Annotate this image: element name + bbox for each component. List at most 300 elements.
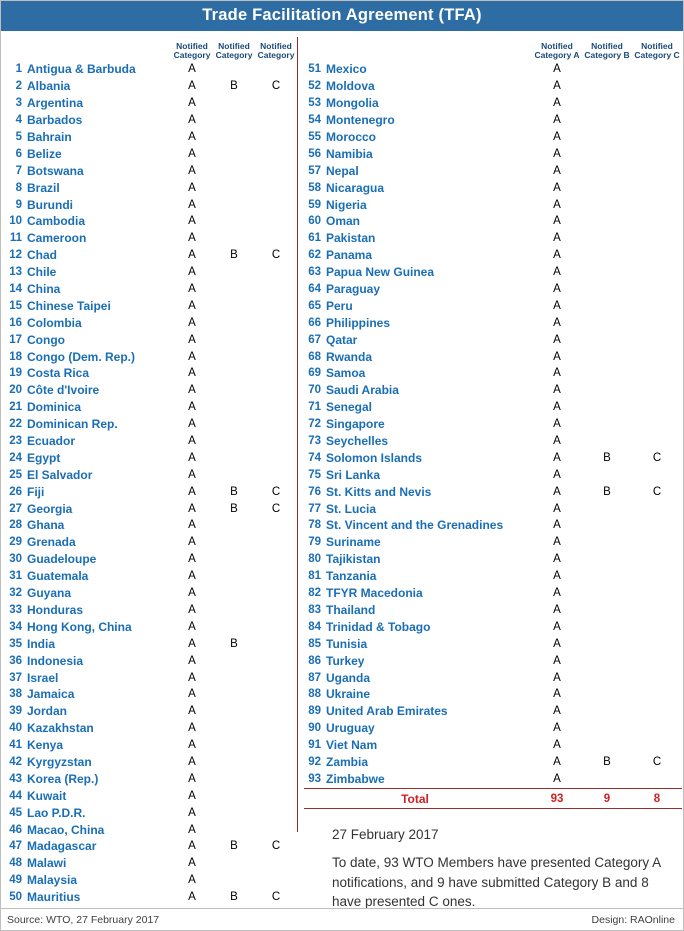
category-a-cell: A xyxy=(188,198,196,211)
category-a-cell: A xyxy=(188,147,196,160)
member-name: Barbados xyxy=(27,113,83,128)
member-name: Moldova xyxy=(326,79,375,94)
table-row xyxy=(5,770,297,787)
table-row xyxy=(5,348,297,365)
member-name: Tanzania xyxy=(326,569,377,584)
category-c-cell xyxy=(255,534,297,551)
category-a-cell: A xyxy=(553,671,561,684)
category-c-cell xyxy=(632,61,682,78)
category-a-cell: A xyxy=(553,772,561,785)
category-b-cell xyxy=(213,855,255,872)
table-row xyxy=(5,568,297,585)
table-row xyxy=(304,602,682,619)
member-name: Bahrain xyxy=(27,130,72,144)
row-number: 16 xyxy=(9,316,22,329)
total-category-c: 8 xyxy=(653,792,661,805)
table-row xyxy=(304,737,682,754)
member-name: Brazil xyxy=(27,180,60,195)
table-row xyxy=(304,585,682,602)
member-name: St. Vincent and the Grenadines xyxy=(326,518,504,533)
category-b-cell xyxy=(213,348,255,365)
category-c-cell xyxy=(255,754,297,771)
category-a-cell: A xyxy=(553,485,561,498)
table-row xyxy=(5,500,297,517)
category-a-cell: A xyxy=(188,131,196,143)
row-number: 73 xyxy=(308,435,321,448)
table-row xyxy=(5,213,297,230)
row-number: 15 xyxy=(9,299,22,312)
category-c-cell xyxy=(255,281,297,298)
category-b-cell xyxy=(582,213,632,230)
table-row xyxy=(5,145,297,162)
category-b-cell xyxy=(213,331,255,348)
member-name: Singapore xyxy=(326,417,385,432)
category-c-cell xyxy=(632,264,682,281)
category-b-cell xyxy=(582,162,632,179)
category-c-cell xyxy=(255,129,297,146)
row-number: 40 xyxy=(9,722,22,735)
row-number: 50 xyxy=(9,891,22,904)
table-row xyxy=(5,466,297,483)
row-number: 49 xyxy=(9,874,22,887)
category-c-cell xyxy=(255,618,297,635)
category-b-cell xyxy=(582,281,632,298)
row-number: 52 xyxy=(308,80,321,93)
category-a-cell: A xyxy=(553,536,561,549)
category-c-cell: C xyxy=(271,502,281,515)
category-a-cell: A xyxy=(188,451,196,464)
category-a-cell: A xyxy=(188,654,196,667)
member-name: Philippines xyxy=(326,315,391,330)
category-c-cell xyxy=(255,635,297,652)
row-number: 77 xyxy=(308,502,321,515)
note-date: 27 February 2017 xyxy=(332,827,439,843)
category-c-cell xyxy=(255,264,297,281)
row-number: 66 xyxy=(308,316,321,329)
category-a-cell: A xyxy=(553,198,561,211)
member-name: Kazakhstan xyxy=(27,721,94,736)
category-c-cell xyxy=(632,551,682,568)
category-c-cell xyxy=(255,517,297,534)
row-number: 65 xyxy=(308,299,321,312)
category-b-cell xyxy=(582,145,632,162)
category-a-cell: A xyxy=(188,857,196,870)
row-number: 83 xyxy=(308,603,321,616)
row-number: 86 xyxy=(308,654,321,667)
category-a-cell: A xyxy=(188,215,196,228)
category-c-cell xyxy=(255,297,297,314)
member-name: Montenegro xyxy=(326,113,395,128)
category-a-cell: A xyxy=(553,739,561,752)
row-number: 81 xyxy=(308,570,321,583)
row-number: 2 xyxy=(15,80,22,93)
row-number: 63 xyxy=(308,266,321,279)
table-row xyxy=(304,652,682,669)
row-number: 25 xyxy=(9,468,22,481)
page-title: Trade Facilitation Agreement (TFA) xyxy=(1,1,683,31)
category-b-cell xyxy=(582,770,632,787)
member-name: Guadeloupe xyxy=(27,552,97,567)
category-a-cell: A xyxy=(188,587,196,600)
category-b-cell: B xyxy=(230,80,238,93)
category-a-cell: A xyxy=(553,63,561,76)
row-number: 41 xyxy=(9,739,22,752)
category-b-cell: B xyxy=(603,485,611,498)
category-b-cell xyxy=(213,686,255,703)
category-c-cell xyxy=(255,382,297,399)
left-header-category-b: Notified Category xyxy=(215,41,253,61)
category-a-cell: A xyxy=(553,316,561,329)
category-a-cell: A xyxy=(553,215,561,228)
table-row xyxy=(304,416,682,433)
category-c-cell xyxy=(632,314,682,331)
category-a-cell: A xyxy=(188,688,196,701)
category-a-cell: A xyxy=(188,384,196,397)
member-name: El Salvador xyxy=(27,467,93,482)
member-name: Georgia xyxy=(27,501,73,516)
row-number: 74 xyxy=(308,451,321,464)
member-name: Côte d'Ivoire xyxy=(27,383,100,398)
category-c-cell xyxy=(632,399,682,416)
category-c-cell xyxy=(632,348,682,365)
category-c-cell: C xyxy=(271,80,281,93)
category-c-cell xyxy=(255,348,297,365)
left-members-table xyxy=(5,61,297,906)
table-row xyxy=(304,179,682,196)
category-c-cell xyxy=(255,652,297,669)
table-row xyxy=(5,382,297,399)
category-b-cell xyxy=(582,399,632,416)
category-c-cell xyxy=(632,230,682,247)
member-name: Saudi Arabia xyxy=(326,383,399,398)
table-row xyxy=(304,568,682,585)
row-number: 30 xyxy=(9,553,22,566)
category-a-cell: A xyxy=(188,80,196,93)
category-b-cell xyxy=(582,416,632,433)
member-name: Colombia xyxy=(27,315,82,330)
row-number: 3 xyxy=(15,97,22,110)
row-number: 93 xyxy=(308,772,321,785)
member-name: Malaysia xyxy=(27,873,78,888)
category-a-cell: A xyxy=(553,384,561,397)
category-a-cell: A xyxy=(553,232,561,245)
category-a-cell: A xyxy=(188,232,196,245)
category-a-cell: A xyxy=(188,63,196,76)
category-b-cell xyxy=(582,179,632,196)
category-a-cell: A xyxy=(553,637,561,650)
member-name: Egypt xyxy=(27,450,61,465)
table-row xyxy=(304,78,682,95)
member-name: Qatar xyxy=(326,332,358,347)
table-row xyxy=(5,804,297,821)
row-number: 60 xyxy=(308,215,321,228)
table-row xyxy=(304,500,682,517)
category-b-cell: B xyxy=(603,755,611,768)
total-bottom-rule xyxy=(304,808,682,809)
row-number: 79 xyxy=(308,536,321,549)
category-c-cell xyxy=(632,770,682,787)
member-name: Uganda xyxy=(326,670,371,685)
category-a-cell: A xyxy=(553,603,561,616)
row-number: 84 xyxy=(308,620,321,633)
table-row xyxy=(5,872,297,889)
table-row xyxy=(5,78,297,95)
table-row xyxy=(5,821,297,838)
table-row xyxy=(5,264,297,281)
category-b-cell xyxy=(582,500,632,517)
table-row xyxy=(304,618,682,635)
category-b-cell xyxy=(213,112,255,129)
category-b-cell xyxy=(582,331,632,348)
table-row xyxy=(304,534,682,551)
category-b-cell xyxy=(582,703,632,720)
category-c-cell xyxy=(255,703,297,720)
member-name: Chad xyxy=(27,248,57,263)
category-c-cell xyxy=(255,416,297,433)
category-a-cell: A xyxy=(188,553,196,566)
category-c-cell xyxy=(255,737,297,754)
category-b-cell: B xyxy=(230,485,238,498)
category-c-cell xyxy=(632,196,682,213)
category-c-cell xyxy=(632,281,682,298)
category-a-cell: A xyxy=(188,418,196,431)
category-a-cell: A xyxy=(188,367,196,380)
right-header-category-c: Notified Category C xyxy=(634,41,680,61)
category-b-cell xyxy=(213,95,255,112)
table-row xyxy=(5,416,297,433)
row-number: 36 xyxy=(9,654,22,667)
category-b-cell: B xyxy=(603,451,611,464)
member-name: Cameroon xyxy=(27,231,87,246)
row-number: 78 xyxy=(308,519,321,532)
category-a-cell: A xyxy=(188,485,196,498)
category-b-cell xyxy=(582,247,632,264)
category-c-cell xyxy=(632,517,682,534)
category-a-cell: A xyxy=(188,705,196,718)
member-name: Kyrgyzstan xyxy=(27,754,92,769)
member-name: Kenya xyxy=(27,738,64,753)
row-number: 64 xyxy=(308,283,321,296)
row-number: 17 xyxy=(9,333,22,346)
category-b-cell xyxy=(213,585,255,602)
member-name: Nigeria xyxy=(326,197,367,212)
table-row xyxy=(304,348,682,365)
category-c-cell xyxy=(255,568,297,585)
category-c-cell xyxy=(632,95,682,112)
member-name: Dominica xyxy=(27,400,82,415)
category-a-cell: A xyxy=(553,114,561,127)
category-c-cell xyxy=(255,365,297,382)
category-a-cell: A xyxy=(188,789,196,802)
category-c-cell xyxy=(255,804,297,821)
category-b-cell xyxy=(213,145,255,162)
category-c-cell xyxy=(255,162,297,179)
member-name: Botswana xyxy=(27,163,84,178)
left-table-header xyxy=(5,31,297,61)
category-c-cell xyxy=(632,162,682,179)
left-column xyxy=(1,31,297,905)
right-header-category-b: Notified Category B xyxy=(584,41,630,61)
table-row xyxy=(5,720,297,737)
row-number: 28 xyxy=(9,519,22,532)
category-b-cell xyxy=(213,433,255,450)
category-b-cell xyxy=(213,872,255,889)
category-b-cell xyxy=(582,737,632,754)
row-number: 22 xyxy=(9,418,22,431)
category-a-cell: A xyxy=(188,435,196,448)
table-row xyxy=(5,534,297,551)
category-b-cell xyxy=(213,652,255,669)
category-a-cell: A xyxy=(553,553,561,566)
note-block xyxy=(304,825,682,911)
category-c-cell xyxy=(632,382,682,399)
category-c-cell xyxy=(255,61,297,78)
table-row xyxy=(304,686,682,703)
row-number: 35 xyxy=(9,637,22,650)
row-number: 11 xyxy=(9,232,22,245)
member-name: Argentina xyxy=(27,96,84,111)
member-name: Ecuador xyxy=(27,434,76,449)
category-b-cell xyxy=(213,737,255,754)
category-a-cell: A xyxy=(188,114,196,127)
left-header-category-c: Notified Category xyxy=(257,41,295,61)
category-a-cell: A xyxy=(553,401,561,414)
row-number: 19 xyxy=(9,367,22,380)
member-name: Peru xyxy=(326,298,353,313)
row-number: 43 xyxy=(9,772,22,785)
row-number: 31 xyxy=(9,570,22,583)
category-c-cell xyxy=(255,145,297,162)
category-b-cell xyxy=(582,517,632,534)
category-a-cell: A xyxy=(188,823,196,836)
row-number: 20 xyxy=(9,384,22,397)
category-b-cell xyxy=(213,162,255,179)
category-b-cell xyxy=(582,230,632,247)
table-row xyxy=(5,618,297,635)
row-number: 14 xyxy=(9,283,22,296)
category-a-cell: A xyxy=(553,502,561,515)
table-row xyxy=(5,365,297,382)
category-a-cell: A xyxy=(553,620,561,633)
row-number: 69 xyxy=(308,367,321,380)
table-row xyxy=(304,247,682,264)
category-a-cell: A xyxy=(188,333,196,346)
member-name: Guatemala xyxy=(27,569,89,584)
row-number: 33 xyxy=(9,603,22,616)
row-number: 70 xyxy=(308,384,321,397)
table-row xyxy=(5,737,297,754)
row-number: 88 xyxy=(308,688,321,701)
category-b-cell xyxy=(213,416,255,433)
row-number: 55 xyxy=(308,131,321,143)
category-b-cell: B xyxy=(230,840,238,853)
row-number: 85 xyxy=(308,637,321,650)
table-row xyxy=(5,449,297,466)
category-c-cell xyxy=(255,602,297,619)
member-name: Kuwait xyxy=(27,788,67,803)
category-c-cell: C xyxy=(652,755,662,768)
table-row xyxy=(5,517,297,534)
member-name: Macao, China xyxy=(27,822,105,837)
row-number: 37 xyxy=(9,671,22,684)
table-row xyxy=(5,179,297,196)
row-number: 48 xyxy=(9,857,22,870)
member-name: Honduras xyxy=(27,602,84,617)
table-row xyxy=(5,585,297,602)
row-number: 12 xyxy=(9,249,22,262)
category-b-cell xyxy=(582,602,632,619)
category-c-cell xyxy=(632,500,682,517)
category-c-cell xyxy=(632,720,682,737)
category-b-cell xyxy=(582,585,632,602)
category-a-cell: A xyxy=(188,637,196,650)
category-c-cell xyxy=(255,230,297,247)
total-row-number xyxy=(304,790,326,807)
row-number: 18 xyxy=(9,350,22,363)
row-number: 9 xyxy=(15,198,22,211)
category-b-cell xyxy=(582,348,632,365)
category-c-cell xyxy=(632,416,682,433)
category-c-cell xyxy=(255,196,297,213)
member-name: TFYR Macedonia xyxy=(326,586,423,601)
category-a-cell: A xyxy=(188,350,196,363)
category-a-cell: A xyxy=(188,97,196,110)
category-a-cell: A xyxy=(553,249,561,262)
category-a-cell: A xyxy=(188,519,196,532)
member-name: Jordan xyxy=(27,704,68,719)
category-c-cell xyxy=(255,855,297,872)
category-b-cell: B xyxy=(230,891,238,904)
row-number: 4 xyxy=(15,114,22,127)
category-b-cell xyxy=(213,804,255,821)
category-a-cell: A xyxy=(188,722,196,735)
member-name: Dominican Rep. xyxy=(27,417,118,432)
category-a-cell: A xyxy=(553,80,561,93)
row-number: 26 xyxy=(9,485,22,498)
row-number: 29 xyxy=(9,536,22,549)
category-b-cell xyxy=(582,466,632,483)
member-name: Congo (Dem. Rep.) xyxy=(27,349,135,364)
category-c-cell xyxy=(255,551,297,568)
category-c-cell xyxy=(632,247,682,264)
category-b-cell xyxy=(582,95,632,112)
category-b-cell xyxy=(213,669,255,686)
table-row xyxy=(304,61,682,78)
member-name: Rwanda xyxy=(326,349,373,364)
category-a-cell: A xyxy=(553,97,561,110)
table-row xyxy=(5,652,297,669)
member-name: Guyana xyxy=(27,586,72,601)
member-name: St. Lucia xyxy=(326,501,377,516)
category-c-cell xyxy=(632,365,682,382)
category-c-cell xyxy=(632,331,682,348)
member-name: Panama xyxy=(326,248,373,263)
category-a-cell: A xyxy=(188,249,196,262)
table-row xyxy=(5,787,297,804)
category-a-cell: A xyxy=(553,468,561,481)
category-a-cell: A xyxy=(553,755,561,768)
category-a-cell: A xyxy=(553,164,561,177)
row-number: 91 xyxy=(308,739,321,752)
table-row xyxy=(304,314,682,331)
table-row xyxy=(304,129,682,146)
row-number: 58 xyxy=(308,181,321,194)
member-name: Albania xyxy=(27,79,71,94)
category-a-cell: A xyxy=(553,451,561,464)
category-a-cell: A xyxy=(553,283,561,296)
table-row xyxy=(304,669,682,686)
category-a-cell: A xyxy=(553,435,561,448)
